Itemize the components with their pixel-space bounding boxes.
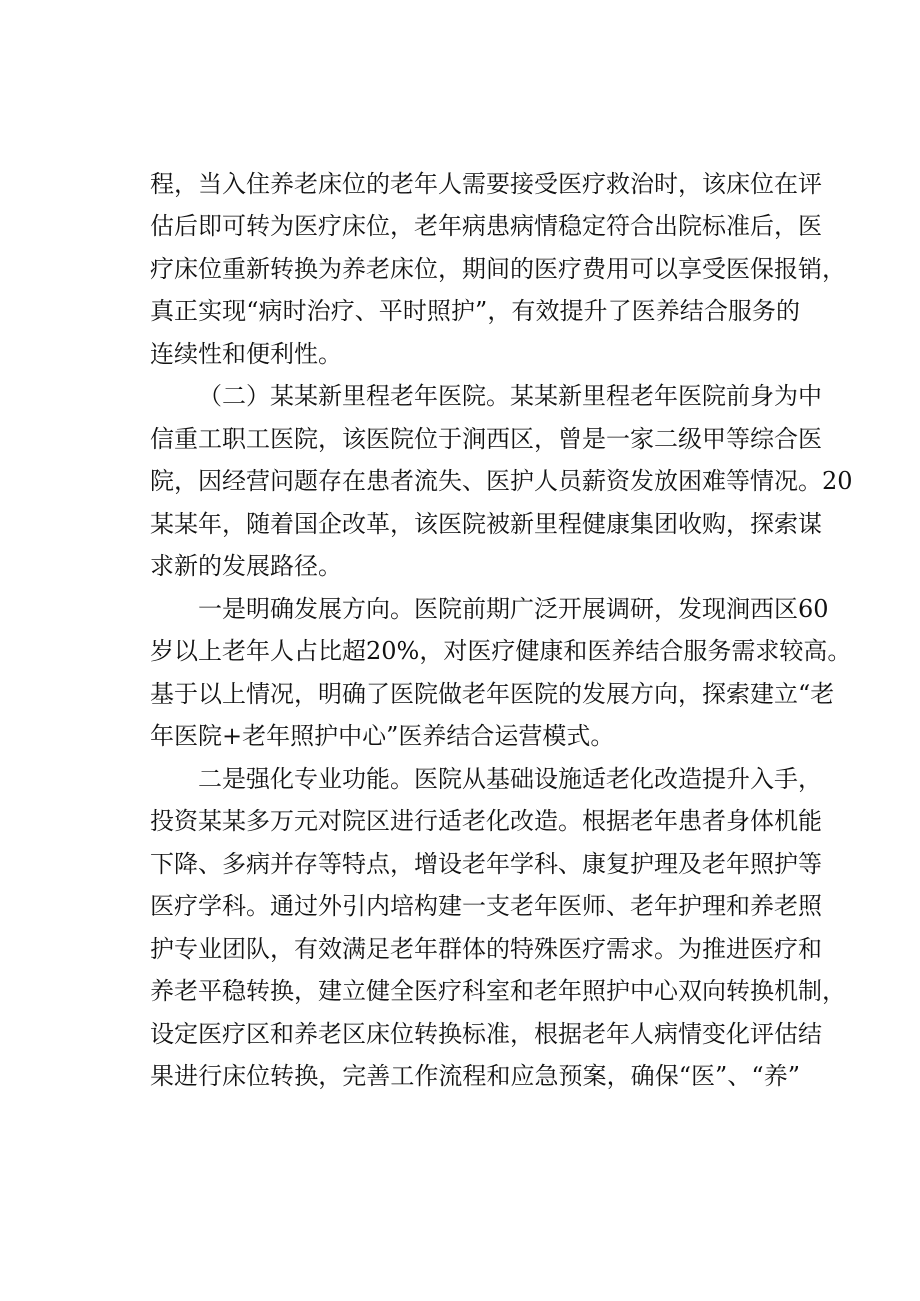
paragraph-line: 基于以上情况，明确了医院做老年医院的发展方向，探索建立“老	[150, 680, 835, 708]
paragraph-line: 投资某某多万元对院区进行适老化改造。根据老年患者身体机能	[150, 807, 822, 835]
paragraph-line: 估后即可转为医疗床位，老年病患病情稳定符合出院标准后，医	[150, 212, 822, 240]
paragraph-line: 设定医疗区和养老区床位转换标准，根据老年人病情变化评估结	[150, 1020, 822, 1048]
paragraph-line: 医疗学科。通过外引内培构建一支老年医师、老年护理和养老照	[150, 892, 822, 920]
paragraph-line: 连续性和便利性。	[150, 340, 342, 368]
paragraph-line: 求新的发展路径。	[150, 552, 342, 580]
paragraph-line: 下降、多病并存等特点，增设老年学科、康复护理及老年照护等	[150, 850, 822, 878]
section-heading-line: （二）某某新里程老年医院。某某新里程老年医院前身为中	[198, 382, 822, 410]
paragraph-line: 养老平稳转换，建立健全医疗科室和老年照护中心双向转换机制，	[150, 977, 846, 1005]
paragraph-first-line: 一是明确发展方向。医院前期广泛开展调研，发现涧西区60	[198, 595, 829, 623]
paragraph-line: 疗床位重新转换为养老床位，期间的医疗费用可以享受医保报销，	[150, 255, 846, 283]
paragraph-line: 院，因经营问题存在患者流失、医护人员薪资发放困难等情况。20	[150, 467, 853, 495]
paragraph-first-line: 二是强化专业功能。医院从基础设施适老化改造提升入手，	[198, 765, 822, 793]
paragraph-line: 真正实现“病时治疗、平时照护”，有效提升了医养结合服务的	[150, 297, 800, 325]
paragraph-line: 某某年，随着国企改革，该医院被新里程健康集团收购，探索谋	[150, 510, 822, 538]
paragraph-line: 果进行床位转换，完善工作流程和应急预案，确保“医”、“养”	[150, 1062, 800, 1090]
paragraph-line: 护专业团队，有效满足老年群体的特殊医疗需求。为推进医疗和	[150, 935, 822, 963]
paragraph-line: 岁以上老年人占比超20%，对医疗健康和医养结合服务需求较高。	[150, 637, 852, 665]
paragraph-line: 信重工职工医院，该医院位于涧西区，曾是一家二级甲等综合医	[150, 425, 822, 453]
paragraph-line: 程，当入住养老床位的老年人需要接受医疗救治时，该床位在评	[150, 170, 822, 198]
paragraph-line: 年医院+老年照护中心”医养结合运营模式。	[150, 722, 615, 750]
